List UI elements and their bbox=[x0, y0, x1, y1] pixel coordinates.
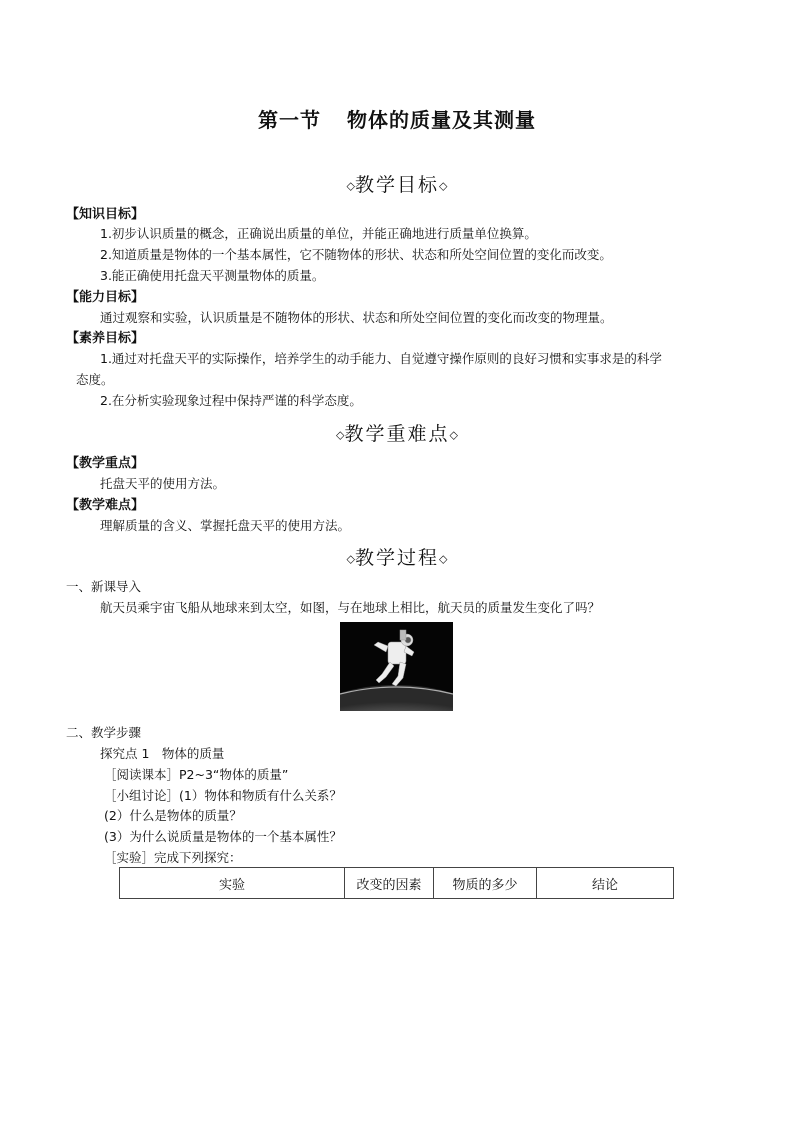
explore-point-1: 探究点 1 物体的质量 bbox=[100, 746, 225, 761]
diamond-icon: ◇ bbox=[336, 428, 345, 442]
table-header-cell: 物质的多少 bbox=[434, 868, 537, 899]
steps-heading: 二、教学步骤 bbox=[66, 725, 142, 740]
section-heading-keypoints bbox=[0, 419, 794, 446]
ability-objective-tag: 【能力目标】 bbox=[66, 290, 145, 305]
section-heading-text: 教学目标 bbox=[354, 174, 439, 196]
knowledge-item-1: 1.初步认识质量的概念，正确说出质量的单位，并能正确地进行质量单位换算。 bbox=[100, 226, 537, 241]
section-heading-text: 教学过程 bbox=[354, 547, 439, 569]
experiment-instruction: ［实验］完成下列探究： bbox=[104, 850, 242, 865]
astronaut-in-space-image bbox=[340, 622, 453, 711]
diamond-icon: ◇ bbox=[439, 179, 448, 193]
literacy-item-1-line-2: 态度。 bbox=[76, 372, 114, 387]
intro-text: 航天员乘宇宙飞船从地球来到太空，如图，与在地球上相比，航天员的质量发生变化了吗？ bbox=[100, 600, 601, 615]
section-heading-process bbox=[0, 543, 794, 570]
discussion-question-3: (3）为什么说质量是物体的一个基本属性？ bbox=[104, 829, 342, 844]
table-header-cell: 改变的因素 bbox=[345, 868, 434, 899]
teaching-difficulty-text: 理解质量的含义、掌握托盘天平的使用方法。 bbox=[100, 518, 351, 533]
title-section-number: 第一节 bbox=[258, 108, 321, 132]
reading-instruction: ［阅读课本］P2~3“物体的质量” bbox=[104, 767, 289, 782]
knowledge-item-2: 2.知道质量是物体的一个基本属性，它不随物体的形状、状态和所处空间位置的变化而改变。 bbox=[100, 247, 612, 262]
diamond-icon: ◇ bbox=[449, 428, 458, 442]
literacy-item-2: 2.在分析实验现象过程中保持严谨的科学态度。 bbox=[100, 393, 362, 408]
literacy-item-1-line-1: 1.通过对托盘天平的实际操作，培养学生的动手能力、自觉遵守操作原则的良好习惯和实事求是的科学 bbox=[100, 351, 662, 366]
diamond-icon: ◇ bbox=[439, 552, 448, 566]
table-header-cell: 结论 bbox=[537, 868, 674, 899]
table-header-cell: 实验 bbox=[120, 868, 345, 899]
section-heading-text: 教学重难点 bbox=[344, 423, 450, 445]
diamond-icon: ◇ bbox=[346, 179, 355, 193]
title-topic: 物体的质量及其测量 bbox=[347, 108, 536, 132]
diamond-icon: ◇ bbox=[346, 552, 355, 566]
intro-heading: 一、新课导入 bbox=[66, 579, 142, 594]
teaching-focus-tag: 【教学重点】 bbox=[66, 456, 145, 471]
experiment-table bbox=[119, 867, 674, 899]
knowledge-objective-tag: 【知识目标】 bbox=[66, 207, 145, 222]
ability-objective-text: 通过观察和实验，认识质量是不随物体的形状、状态和所处空间位置的变化而改变的物理量。 bbox=[100, 310, 613, 325]
teaching-focus-text: 托盘天平的使用方法。 bbox=[100, 476, 226, 491]
discussion-question-2: (2）什么是物体的质量？ bbox=[104, 808, 242, 823]
table-header-row bbox=[120, 868, 674, 899]
literacy-objective-tag: 【素养目标】 bbox=[66, 331, 145, 346]
discussion-question-1: ［小组讨论］(1）物体和物质有什么关系？ bbox=[104, 788, 342, 803]
section-heading-objectives bbox=[0, 170, 794, 197]
teaching-difficulty-tag: 【教学难点】 bbox=[66, 498, 145, 513]
astronaut-illustration bbox=[340, 622, 453, 711]
page-title bbox=[0, 104, 794, 133]
knowledge-item-3: 3.能正确使用托盘天平测量物体的质量。 bbox=[100, 268, 325, 283]
